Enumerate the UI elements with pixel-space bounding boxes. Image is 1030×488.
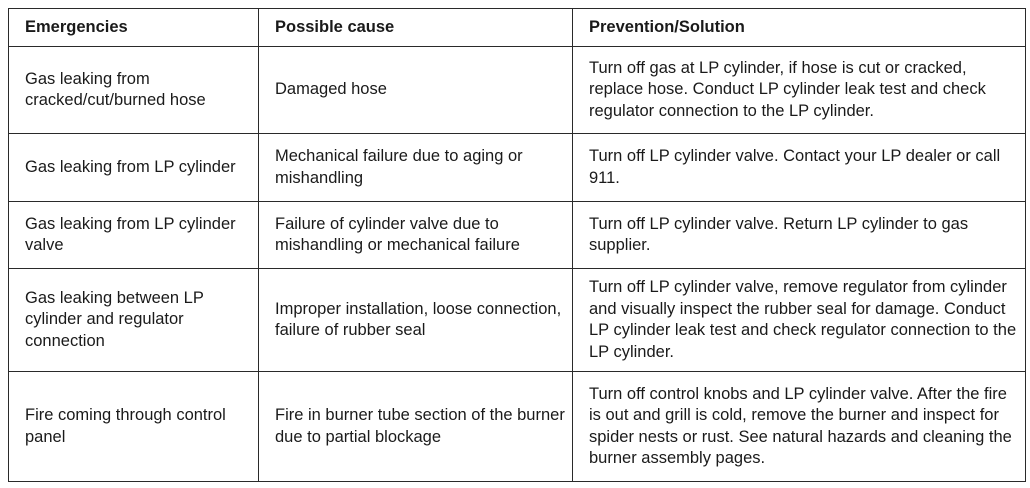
emergency-troubleshooting-table bbox=[8, 8, 1026, 482]
table-row bbox=[9, 269, 1026, 372]
solution-text: Turn off LP cylinder valve. Contact your LP dealer or call 911. bbox=[589, 147, 1001, 187]
emergency-cell bbox=[9, 134, 259, 202]
cause-text: Fire in burner tube section of the burner due to partial blockage bbox=[275, 406, 565, 446]
cause-text: Mechanical failure due to aging or mishandling bbox=[275, 147, 523, 187]
solution-cell bbox=[573, 134, 1026, 202]
emergency-cell bbox=[9, 269, 259, 372]
header-prevention-solution: Prevention/Solution bbox=[573, 9, 1026, 47]
solution-text: Turn off control knobs and LP cylinder valve. After the fire is out and grill is cold, remove the burner and inspect for spider nests or rust. See natural hazards and cleaning the burner assembly pages. bbox=[589, 384, 1012, 467]
header-emergencies: Emergencies bbox=[9, 9, 259, 47]
cause-cell bbox=[259, 269, 573, 372]
table-header bbox=[9, 9, 1026, 47]
cause-text: Improper installation, loose connection, failure of rubber seal bbox=[275, 299, 562, 339]
solution-text: Turn off gas at LP cylinder, if hose is cut or cracked, replace hose. Conduct LP cylinder leak test and check regulator connection to the LP cylinder. bbox=[589, 58, 986, 120]
emergency-text: Gas leaking between LP cylinder and regulator connection bbox=[25, 288, 204, 350]
cause-text: Failure of cylinder valve due to mishandling or mechanical failure bbox=[275, 214, 520, 254]
solution-cell bbox=[573, 202, 1026, 269]
solution-text: Turn off LP cylinder valve. Return LP cylinder to gas supplier. bbox=[589, 214, 969, 254]
emergency-cell bbox=[9, 202, 259, 269]
solution-cell bbox=[573, 372, 1026, 482]
table-row bbox=[9, 47, 1026, 134]
table-row bbox=[9, 372, 1026, 482]
cause-cell bbox=[259, 372, 573, 482]
emergency-cell bbox=[9, 372, 259, 482]
emergency-cell bbox=[9, 47, 259, 134]
cause-cell bbox=[259, 134, 573, 202]
table-row bbox=[9, 134, 1026, 202]
emergency-text: Gas leaking from LP cylinder bbox=[25, 157, 236, 176]
table-row bbox=[9, 202, 1026, 269]
emergency-text: Gas leaking from cracked/cut/burned hose bbox=[25, 69, 206, 109]
solution-cell bbox=[573, 269, 1026, 372]
cause-cell bbox=[259, 47, 573, 134]
solution-text: Turn off LP cylinder valve, remove regulator from cylinder and visually inspect the rubber seal for damage. Conduct LP cylinder leak test and check regulator connection to the LP cylinder. bbox=[589, 278, 1017, 361]
header-possible-cause: Possible cause bbox=[259, 9, 573, 47]
header-row bbox=[9, 9, 1026, 47]
table-body bbox=[9, 47, 1026, 482]
cause-cell bbox=[259, 202, 573, 269]
cause-text: Damaged hose bbox=[275, 80, 387, 99]
emergency-text: Gas leaking from LP cylinder valve bbox=[25, 214, 236, 254]
emergency-text: Fire coming through control panel bbox=[25, 406, 226, 446]
solution-cell bbox=[573, 47, 1026, 134]
